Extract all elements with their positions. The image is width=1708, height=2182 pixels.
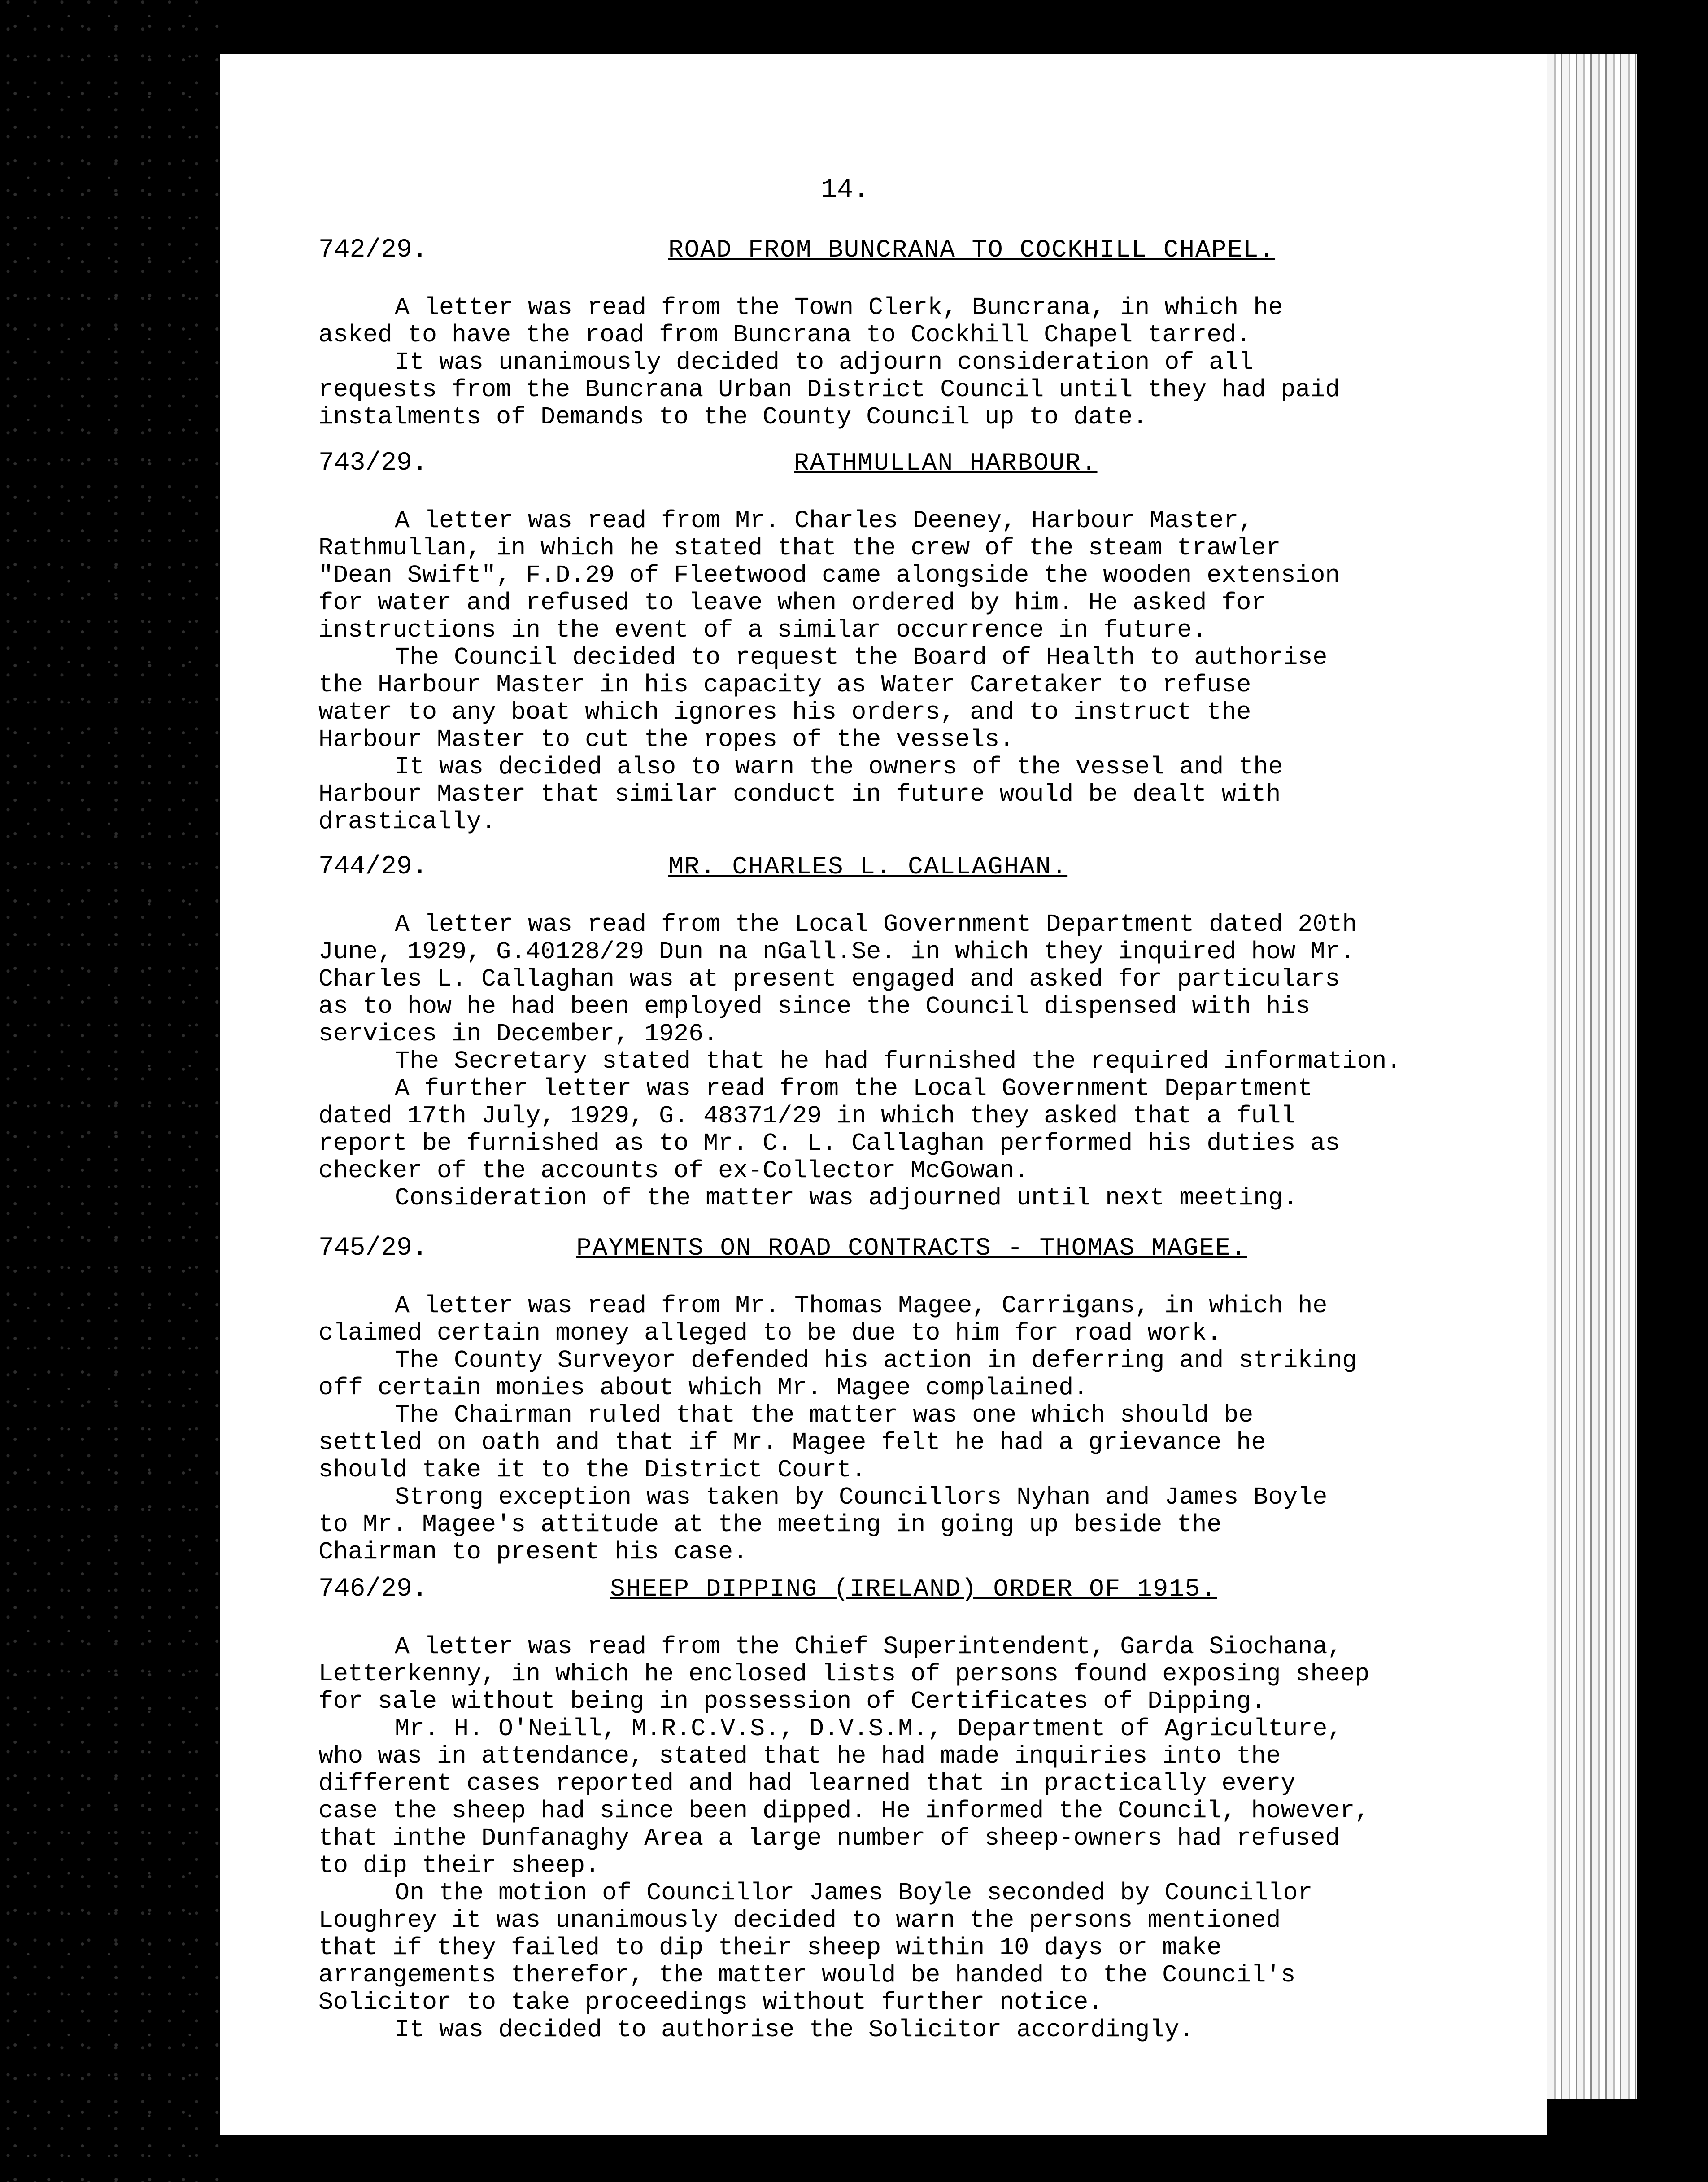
body-line: It was unanimously decided to adjourn consideration of all [395,348,1254,376]
body-line: On the motion of Councillor James Boyle seconded by Councillor [395,1879,1313,1907]
body-line: Rathmullan, in which he stated that the crew of the steam trawler [318,534,1281,562]
body-line: checker of the accounts of ex-Collector McGowan. [318,1156,1029,1185]
minute-number: 745/29. [318,1234,428,1263]
minute-body [318,911,1538,1212]
minute-title: ROAD FROM BUNCRANA TO COCKHILL CHAPEL. [668,236,1276,264]
page-number: 14. [821,175,870,205]
body-line: services in December, 1926. [318,1020,719,1048]
body-line: Mr. H. O'Neill, M.R.C.V.S., D.V.S.M., Department of Agriculture, [395,1715,1342,1743]
body-line: for sale without being in possession of Certificates of Dipping. [318,1687,1266,1715]
minute-number: 742/29. [318,236,428,265]
body-line: instalments of Demands to the County Council up to date. [318,403,1148,431]
minute-number: 746/29. [318,1575,428,1604]
body-line: Chairman to present his case. [318,1538,748,1566]
body-line: who was in attendance, stated that he had made inquiries into the [318,1742,1281,1770]
body-line: to dip their sheep. [318,1851,600,1880]
body-line: that inthe Dunfanaghy Area a large number of sheep-owners had refused [318,1824,1340,1852]
body-line: A letter was read from Mr. Thomas Magee, Carrigans, in which he [395,1292,1328,1320]
body-line: Consideration of the matter was adjourned until next meeting. [395,1184,1298,1212]
body-line: claimed certain money alleged to be due to him for road work. [318,1319,1222,1347]
body-line: June, 1929, G.40128/29 Dun na nGall.Se. in which they inquired how Mr. [318,938,1355,966]
body-line: drastically. [318,807,497,836]
body-line: Harbour Master that similar conduct in future would be dealt with [318,780,1281,808]
body-line: report be furnished as to Mr. C. L. Callaghan performed his duties as [318,1129,1340,1157]
body-line: as to how he had been employed since the Council dispensed with his [318,992,1311,1021]
book-page-edges [1547,54,1637,2099]
body-line: "Dean Swift", F.D.29 of Fleetwood came alongside the wooden extension [318,561,1340,589]
minute-body [318,1633,1538,2043]
body-line: The Secretary stated that he had furnished the required information. [395,1047,1402,1075]
body-line: settled on oath and that if Mr. Magee felt he had a grievance he [318,1428,1266,1457]
body-line: Strong exception was taken by Councillors Nyhan and James Boyle [395,1483,1328,1511]
body-line: A letter was read from the Local Government Department dated 20th [395,910,1357,938]
body-line: The Chairman ruled that the matter was one which should be [395,1401,1254,1429]
body-line: that if they failed to dip their sheep within 10 days or make [318,1933,1222,1962]
body-line: dated 17th July, 1929, G. 48371/29 in which they asked that a full [318,1102,1296,1130]
body-line: A letter was read from the Chief Superintendent, Garda Siochana, [395,1632,1342,1661]
document-page [220,54,1547,2135]
body-line: The Council decided to request the Board of Health to authorise [395,643,1328,672]
body-line: Letterkenny, in which he enclosed lists of persons found exposing sheep [318,1660,1370,1688]
minute-title: RATHMULLAN HARBOUR. [794,449,1098,477]
body-line: Solicitor to take proceedings without further notice. [318,1988,1103,2016]
body-line: It was decided to authorise the Solicitor accordingly. [395,2016,1194,2044]
minute-title: PAYMENTS ON ROAD CONTRACTS - THOMAS MAGEE. [576,1234,1247,1262]
body-line: Charles L. Callaghan was at present engaged and asked for particulars [318,965,1340,993]
body-line: water to any boat which ignores his orders, and to instruct the [318,698,1251,726]
body-line: asked to have the road from Buncrana to Cockhill Chapel tarred. [318,321,1251,349]
body-line: A further letter was read from the Local Government Department [395,1074,1313,1103]
minute-body [318,294,1538,431]
body-line: requests from the Buncrana Urban District Council until they had paid [318,375,1340,404]
minute-title: MR. CHARLES L. CALLAGHAN. [668,852,1068,881]
minute-title: SHEEP DIPPING (IRELAND) ORDER OF 1915. [610,1575,1217,1603]
body-line: off certain monies about which Mr. Magee complained. [318,1374,1089,1402]
body-line: for water and refused to leave when ordered by him. He asked for [318,589,1266,617]
body-line: Harbour Master to cut the ropes of the vessels. [318,725,1015,754]
scan-background-left [0,0,220,2182]
body-line: to Mr. Magee's attitude at the meeting in going up beside the [318,1510,1222,1539]
body-line: different cases reported and had learned that in practically every [318,1769,1296,1798]
body-line: instructions in the event of a similar occurrence in future. [318,616,1207,644]
body-line: It was decided also to warn the owners of the vessel and the [395,753,1283,781]
body-line: case the sheep had since been dipped. He informed the Council, however, [318,1797,1370,1825]
minute-body [318,507,1538,835]
minute-number: 744/29. [318,852,428,882]
body-line: should take it to the District Court. [318,1456,867,1484]
body-line: arrangements therefor, the matter would be handed to the Council's [318,1961,1296,1989]
minute-body [318,1292,1538,1566]
body-line: A letter was read from the Town Clerk, Buncrana, in which he [395,293,1283,322]
body-line: Loughrey it was unanimously decided to warn the persons mentioned [318,1906,1281,1934]
body-line: the Harbour Master in his capacity as Water Caretaker to refuse [318,671,1251,699]
body-line: The County Surveyor defended his action in deferring and striking [395,1346,1357,1375]
body-line: A letter was read from Mr. Charles Deeney, Harbour Master, [395,506,1254,535]
minute-number: 743/29. [318,449,428,478]
